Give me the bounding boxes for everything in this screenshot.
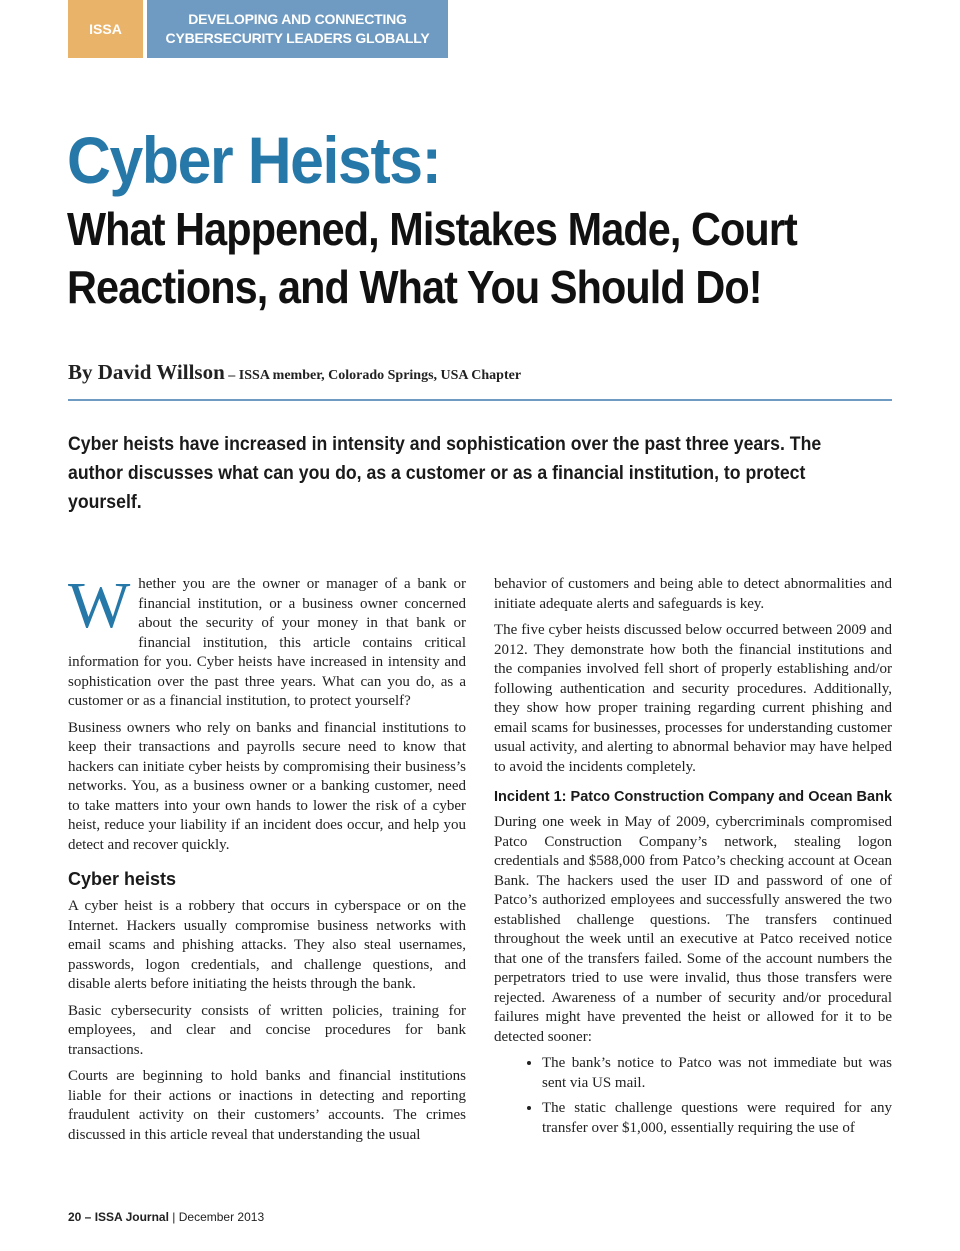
article-deck: Cyber heists have increased in intensity and sophistication over the past three years. The author discusses what can you do, as a customer or as a financial institution, to protect yourself. — [68, 434, 822, 513]
bullet-item: • The static challenge questions were required for any transfer over $1,000, essentially requiring the use of — [542, 1099, 892, 1138]
footer-separator: | — [168, 1210, 179, 1224]
intro-paragraph — [68, 569, 466, 712]
paragraph: Basic cybersecurity consists of written policies, training for employees, and clear and concise procedures for bank transactions. — [68, 1002, 466, 1058]
masthead — [68, 0, 448, 58]
drop-cap: W — [68, 569, 131, 642]
bullet-item: • The bank’s notice to Patco was not immediate but was sent via US mail. — [542, 1054, 892, 1093]
byline-affiliation: – ISSA member, Colorado Springs, USA Chapter — [224, 368, 522, 383]
paragraph: During one week in May of 2009, cybercriminals compromised Patco Construction Company’s network, stealing logon credentials and $588,000 from Patco’s checking account at Ocean Bank. The hackers used the user ID and password of one of Patco’s authorized employees and successfully answered the two established challenge questions. The transfers continued throughout the week until an executive at Patco received notice that one of the transfers failed. Some of the account numbers the perpetrators tried to use were invalid, thus those transfers were rejected. Awareness of a number of security and/or procedural failures might have prevented the heist or allowed for it to be detected sooner: — [494, 814, 892, 1045]
paragraph: behavior of customers and being able to detect abnormalities and initiate adequate alerts and safeguards is key. — [494, 576, 892, 612]
masthead-tagline-line-2: CYBERSECURITY LEADERS GLOBALLY — [165, 30, 430, 46]
footer-page-journal: 20 – ISSA Journal — [68, 1210, 169, 1224]
byline-author: By David Willson — [68, 360, 225, 384]
left-column — [68, 569, 466, 1152]
paragraph: A cyber heist is a robbery that occurs in cyberspace or on the Internet. Hackers usually compromise business networks with email scams and phishing attacks. They also steal usernames, passwords, logon credentials, and challenge questions, and disable alerts before initiating the heists through the bank. — [68, 898, 466, 992]
footer-date: December 2013 — [178, 1210, 265, 1224]
article-title: Cyber Heists: — [67, 123, 441, 197]
paragraph: Business owners who rely on banks and financial institutions to keep their transactions and payrolls secure need to know that hackers can initiate cyber heists by compromising their business’s networks. You, as a business owner or a banking customer, need to take matters into your own hands to lower the risk of a cyber heist, reduce your liability if an incident does occur, and help you detect and recover quickly. — [68, 719, 466, 853]
article-subtitle: What Happened, Mistakes Made, Court Reactions, and What You Should Do! — [67, 203, 797, 313]
masthead-tagline — [147, 0, 448, 58]
page-footer — [68, 1210, 264, 1224]
paragraph: Courts are beginning to hold banks and financial institutions liable for their actions or inactions in detecting and reporting fraudulent activity on their customers’ accounts. The crimes discussed in this article reveal that understanding the usual — [68, 1068, 466, 1143]
incident-heading: Incident 1: Patco Construction Company and Ocean Bank — [494, 789, 893, 805]
masthead-tagline-line-1: DEVELOPING AND CONNECTING — [188, 11, 407, 27]
intro-paragraph-text: hether you are the owner or manager of a bank or financial institution, or a business owner concerned about the security of your money in that bank or financial institution, this article contains critical information for you. Cyber heists have increased in intensity and sophistication over the past three years. What can you do, as a customer or as a financial institution, to protect yourself? — [68, 576, 466, 709]
header-divider — [68, 399, 892, 401]
right-column — [494, 575, 892, 1144]
paragraph: The five cyber heists discussed below occurred between 2009 and 2012. They demonstrate how both the financial institutions and the companies involved fell short of properly establishing and/or following authentication and security procedures. Additionally, they show how proper training regarding current phishing and email scams for businesses, processes for understanding customer usual activity, and alerting to abnormal behavior may have helped to avoid the incidents completely. — [494, 622, 892, 775]
masthead-org-label: ISSA — [68, 0, 143, 58]
section-heading: Cyber heists — [68, 869, 177, 889]
bullet-list — [494, 1054, 892, 1138]
byline — [68, 360, 521, 385]
